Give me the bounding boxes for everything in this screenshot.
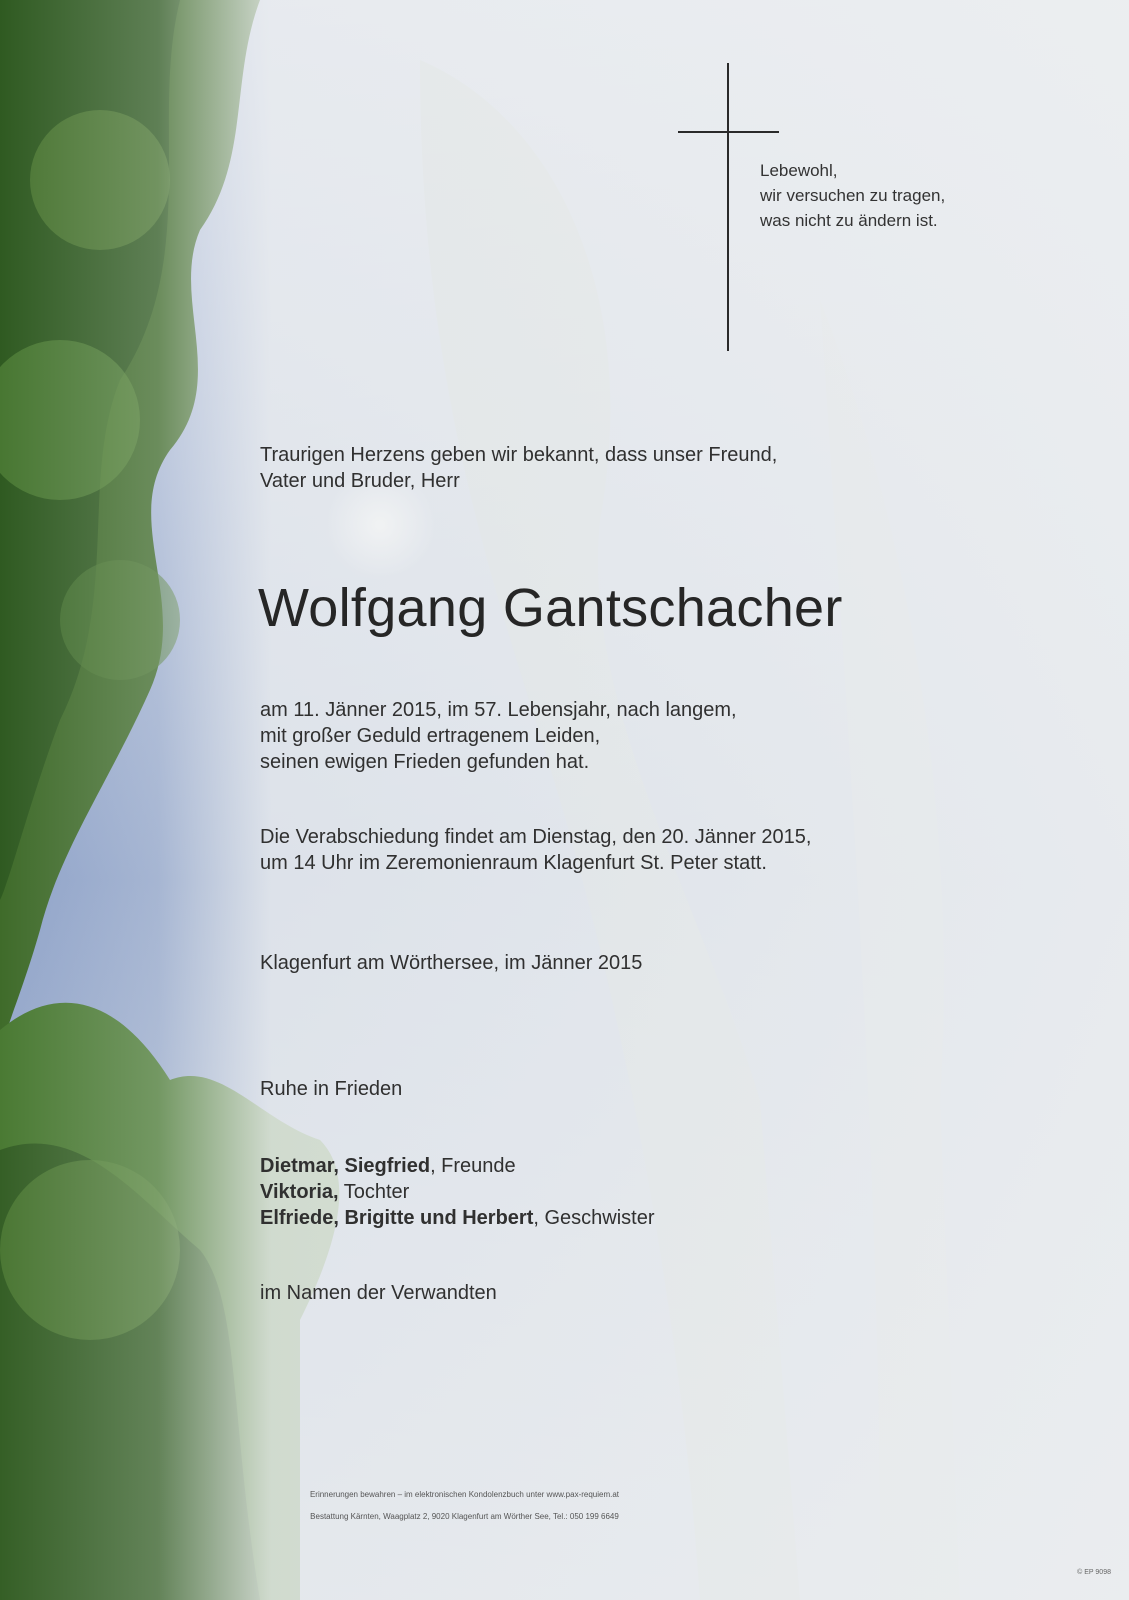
death-notice-line: am 11. Jänner 2015, im 57. Lebensjahr, nach langem, [260, 699, 737, 721]
quote-line: wir versuchen zu tragen, [760, 186, 946, 205]
mourner-relation: Tochter [338, 1181, 410, 1203]
mourner-names: Viktoria, [260, 1181, 339, 1203]
rest-in-peace: Ruhe in Frieden [260, 1078, 403, 1100]
mourner-names: Dietmar, Siegfried [260, 1155, 431, 1177]
mourners-list [260, 1153, 655, 1231]
death-notice-line: mit großer Geduld ertragenem Leiden, [260, 725, 601, 747]
place-date: Klagenfurt am Wörthersee, im Jänner 2015 [260, 952, 643, 974]
footer-undertaker-address: Bestattung Kärnten, Waagplatz 2, 9020 Klagenfurt am Wörther See, Tel.: 050 199 6649 [310, 1512, 619, 1521]
farewell-ceremony-text [260, 824, 811, 876]
mourner-relation: , Freunde [430, 1155, 516, 1177]
intro-line: Vater und Bruder, Herr [260, 470, 460, 492]
farewell-line: um 14 Uhr im Zeremonienraum Klagenfurt St. Peter statt. [260, 852, 767, 874]
quote-line: Lebewohl, [760, 161, 838, 180]
cross-icon-horizontal [678, 131, 779, 133]
farewell-quote [760, 158, 945, 233]
intro-line: Traurigen Herzens geben wir bekannt, dass unser Freund, [260, 444, 778, 466]
farewell-line: Die Verabschiedung findet am Dienstag, den 20. Jänner 2015, [260, 826, 812, 848]
quote-line: was nicht zu ändern ist. [760, 211, 938, 230]
cross-icon-vertical [727, 63, 729, 351]
mourner-relation: , Geschwister [533, 1207, 655, 1229]
mourner-names: Elfriede, Brigitte und Herbert [260, 1207, 534, 1229]
death-notice-line: seinen ewigen Frieden gefunden hat. [260, 751, 590, 773]
intro-text [260, 442, 777, 494]
death-notice-text [260, 697, 737, 775]
copyright-mark: © EP 9098 [1077, 1569, 1111, 1576]
footer-condolence-note: Erinnerungen bewahren – im elektronischen Kondolenzbuch unter www.pax-requiem.at [309, 1490, 620, 1499]
mourner-row [260, 1153, 655, 1179]
mourner-row [260, 1179, 655, 1205]
signoff: im Namen der Verwandten [260, 1282, 497, 1304]
deceased-name: Wolfgang Gantschacher [258, 578, 843, 638]
mourner-row [260, 1205, 655, 1231]
